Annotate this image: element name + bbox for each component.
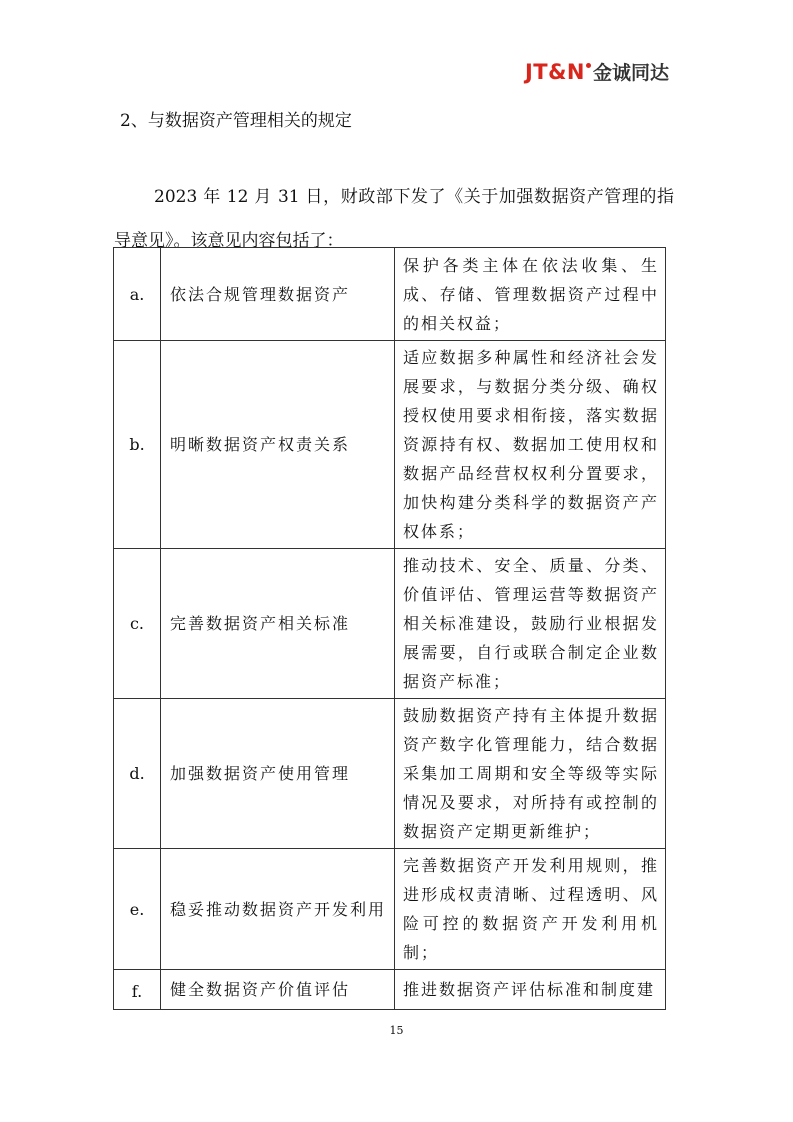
row-title: 依法合规管理数据资产 [161,248,395,341]
row-label: b. [114,341,161,549]
table-row [114,341,666,549]
row-description: 完善数据资产开发利用规则，推进形成权责清晰、过程透明、风险可控的数据资产开发利用机制； [395,849,666,970]
table-row [114,699,666,849]
row-title: 加强数据资产使用管理 [161,699,395,849]
table-row [114,549,666,699]
row-label: f. [114,970,161,1010]
row-label: c. [114,549,161,699]
row-description: 适应数据多种属性和经济社会发展要求，与数据分类分级、确权授权使用要求相衔接，落实数据资源持有权、数据加工使用权和数据产品经营权权利分置要求，加快构建分类科学的数据资产产权体系； [395,341,666,549]
table-row [114,248,666,341]
company-logo [525,58,669,85]
logo-mark: JT&N [524,59,585,84]
table-row [114,849,666,970]
row-description: 推动技术、安全、质量、分类、价值评估、管理运营等数据资产相关标准建设，鼓励行业根据发展需要，自行或联合制定企业数据资产标准； [395,549,666,699]
policy-table [113,247,666,1010]
row-label: e. [114,849,161,970]
row-title: 稳妥推动数据资产开发利用 [161,849,395,970]
row-label: a. [114,248,161,341]
row-title: 健全数据资产价值评估 [161,970,395,1010]
page-number: 15 [389,1024,404,1037]
intro-paragraph: 2023 年 12 月 31 日，财政部下发了《关于加强数据资产管理的指导意见》。该意见内容包括了： [114,187,674,251]
table-row [114,970,666,1010]
section-heading: 2、与数据资产管理相关的规定 [120,111,352,131]
row-description: 鼓励数据资产持有主体提升数据资产数字化管理能力，结合数据采集加工周期和安全等级等实际情况及要求，对所持有或控制的数据资产定期更新维护； [395,699,666,849]
row-label: d. [114,699,161,849]
row-title: 完善数据资产相关标准 [161,549,395,699]
row-description: 保护各类主体在依法收集、生成、存储、管理数据资产过程中的相关权益； [395,248,666,341]
row-title: 明晰数据资产权责关系 [161,341,395,549]
logo-text: 金诚同达 [592,62,669,84]
logo-dot-icon [586,63,591,68]
row-description: 推进数据资产评估标准和制度建 [395,970,666,1010]
